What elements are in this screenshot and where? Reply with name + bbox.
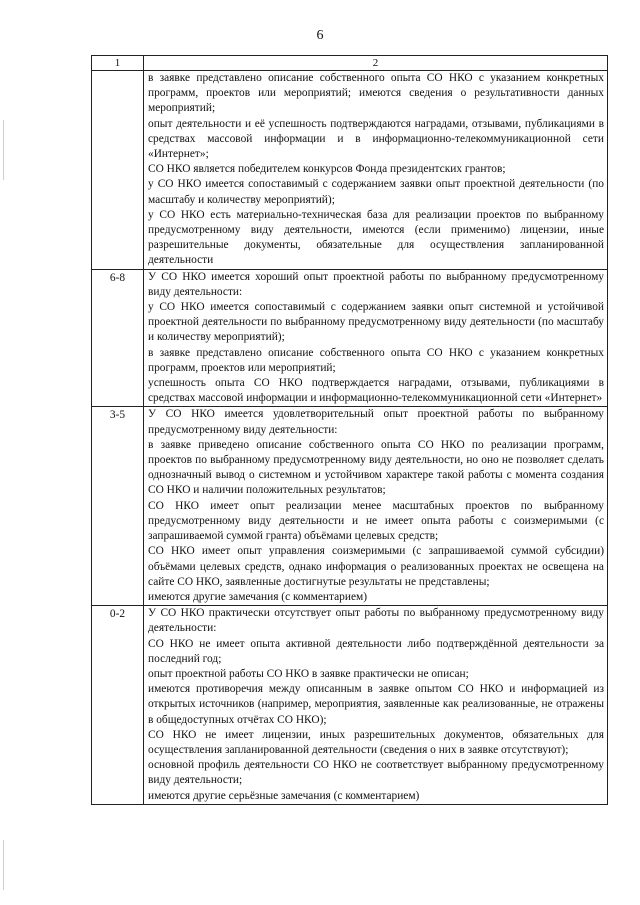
criterion-line: в заявке представлено описание собственного опыта СО НКО с указанием конкретных программ, проектов или мероприятий; имеются сведения о результативности данных мероприятий; xyxy=(148,72,604,115)
table-row xyxy=(92,71,608,270)
criterion-line: СО НКО не имеет лицензии, иных разрешительных документов, обязательных для осуществления запланированной деятельности (сведения о них в заявке отсутствуют); xyxy=(148,728,604,756)
criterion-line: У СО НКО имеется хороший опыт проектной работы по выбранному предусмотренному виду деятельности: xyxy=(148,270,604,298)
table-row xyxy=(92,269,608,407)
criterion-line: имеются другие замечания (с комментарием) xyxy=(148,590,368,603)
table-row xyxy=(92,407,608,606)
criteria-table xyxy=(91,55,608,805)
score-cell: 6-8 xyxy=(92,269,144,407)
criterion-line: основной профиль деятельности СО НКО не соответствует выбранному предусмотренному виду деятельности; xyxy=(148,759,604,787)
score-cell: 0-2 xyxy=(92,606,144,805)
criterion-line: имеются другие серьёзные замечания (с комментарием) xyxy=(148,789,420,802)
criterion-line: у СО НКО есть материально-техническая база для реализации проектов по выбранному предусмотренному виду деятельности, имеются (если применимо) лицензии, иные разрешительные документы, обязательные для осуществления запланированной деятельности xyxy=(148,208,604,267)
table-header-row xyxy=(92,56,608,71)
description-cell xyxy=(144,407,608,606)
criterion-line: опыт проектной работы СО НКО в заявке практически не описан; xyxy=(148,667,469,680)
scan-edge-top xyxy=(3,120,4,180)
criterion-line: СО НКО не имеет опыта активной деятельности либо подтверждённой деятельности за последний год; xyxy=(148,637,604,665)
score-cell xyxy=(92,71,144,270)
column-header-description: 2 xyxy=(144,56,608,71)
criterion-line: СО НКО имеет опыт управления соизмеримыми (с запрашиваемой суммой субсидии) объёмами целевых средств, однако информация о реализованных проектах не освещена на сайте СО НКО, заявленные достигнутые результаты не представлены; xyxy=(148,545,604,588)
score-cell: 3-5 xyxy=(92,407,144,606)
criterion-line: успешность опыта СО НКО подтверждается наградами, отзывами, публикациями в средствах массовой информации и информационно-телекоммуникационной сети «Интернет» xyxy=(148,377,604,405)
column-header-score: 1 xyxy=(92,56,144,71)
criterion-line: У СО НКО практически отсутствует опыт работы по выбранному предусмотренному виду деятельности: xyxy=(148,607,604,635)
scan-edge-bottom xyxy=(3,840,4,890)
criterion-line: в заявке приведено описание собственного опыта СО НКО по реализации программ, проектов по выбранному предусмотренному виду деятельности, но оно не позволяет сделать однозначный вывод о системном и устойчивом характере такой работы с момента создания СО НКО и наличии положительных результатов; xyxy=(148,438,604,497)
page-number: 6 xyxy=(316,28,324,43)
description-cell xyxy=(144,71,608,270)
criterion-line: СО НКО является победителем конкурсов Фонда президентских грантов; xyxy=(148,163,506,176)
criterion-line: у СО НКО имеется сопоставимый с содержанием заявки опыт проектной деятельности (по масштабу и количеству мероприятий); xyxy=(148,178,604,206)
criterion-line: в заявке представлено описание собственного опыта СО НКО с указанием конкретных программ, проектов или мероприятий; xyxy=(148,346,604,374)
description-cell xyxy=(144,606,608,805)
criterion-line: опыт деятельности и её успешность подтверждаются наградами, отзывами, публикациями в средствах массовой информации и в информационно-телекоммуникационной сети «Интернет»; xyxy=(148,117,604,161)
criterion-line: имеются противоречия между описанным в заявке опытом СО НКО и информацией из открытых источников (например, мероприятия, заявленные как реализованные, не отражены в общедоступных отчётах СО НКО); xyxy=(148,683,604,726)
criterion-line: СО НКО имеет опыт реализации менее масштабных проектов по выбранному предусмотренному виду деятельности и не имеет опыта работы с соизмеримыми (с запрашиваемой суммой гранта) объёмами целевых средств; xyxy=(148,499,604,543)
description-cell xyxy=(144,269,608,407)
criterion-line: У СО НКО имеется удовлетворительный опыт проектной работы по выбранному предусмотренному виду деятельности: xyxy=(148,408,604,436)
table-row xyxy=(92,606,608,805)
criterion-line: у СО НКО имеется сопоставимый с содержанием заявки опыт системной и устойчивой проектной деятельности по выбранному предусмотренному виду деятельности (по масштабу и количеству мероприятий); xyxy=(148,301,604,344)
